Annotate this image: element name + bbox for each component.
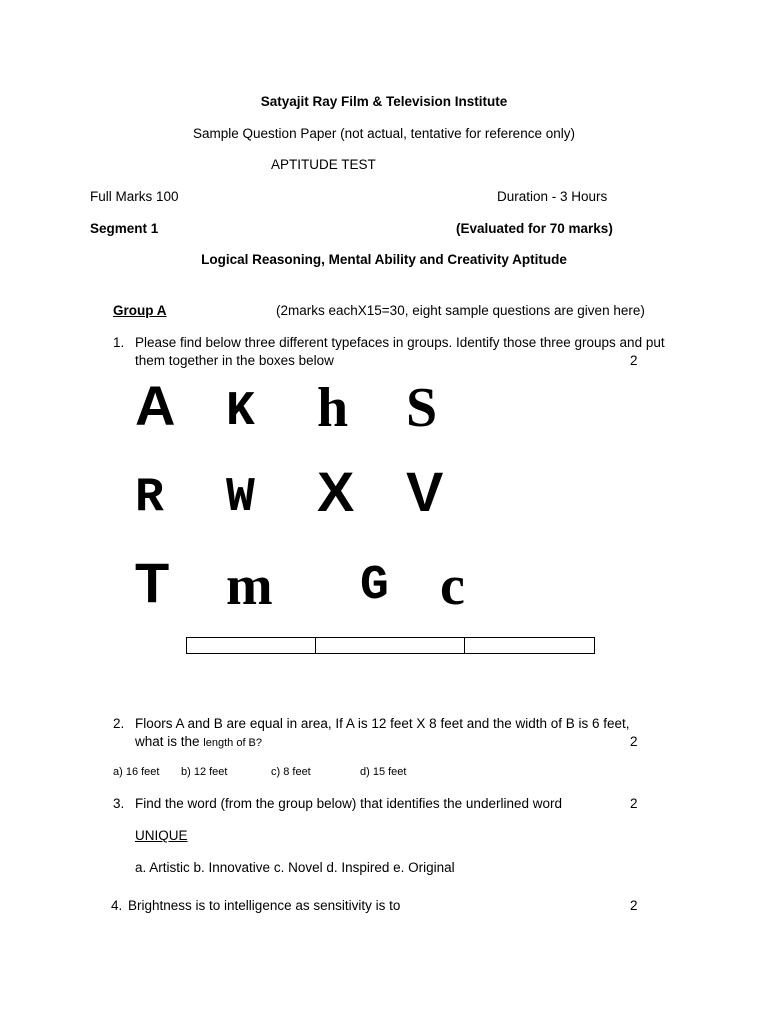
letter-glyph: V: [406, 460, 444, 523]
answer-box[interactable]: [187, 638, 316, 653]
answer-boxes: [186, 637, 595, 654]
test-name: APTITUDE TEST: [271, 157, 376, 172]
letter-glyph: S: [406, 377, 438, 439]
q2-option: a) 16 feet: [113, 766, 160, 778]
q2-option: b) 12 feet: [181, 766, 228, 778]
letter-glyph: K: [226, 385, 255, 439]
q4-number: 4.: [111, 898, 123, 913]
letter-glyph: R: [135, 471, 164, 525]
letter-glyph: X: [317, 460, 355, 523]
q3-options: a. Artistic b. Innovative c. Novel d. Inspired e. Original: [135, 860, 455, 875]
full-marks: Full Marks 100: [90, 189, 179, 204]
q1-number: 1.: [113, 335, 125, 350]
letter-glyph: T: [135, 551, 170, 614]
letter-glyph: A: [135, 374, 176, 437]
q4-marks: 2: [630, 898, 638, 913]
segment-evaluation: (Evaluated for 70 marks): [456, 221, 613, 236]
q2-option: d) 15 feet: [360, 766, 407, 778]
q1-marks: 2: [630, 353, 638, 368]
answer-box[interactable]: [316, 638, 465, 653]
q3-marks: 2: [630, 796, 638, 811]
q3-text: Find the word (from the group below) that identifies the underlined word: [135, 796, 562, 811]
q3-underlined-word: UNIQUE: [135, 828, 188, 843]
institute-title: Satyajit Ray Film & Television Institute: [260, 94, 508, 109]
letter-glyph: W: [226, 471, 255, 525]
segment-label: Segment 1: [90, 221, 159, 236]
answer-box[interactable]: [465, 638, 594, 653]
q2-marks: 2: [630, 734, 638, 749]
q3-number: 3.: [113, 796, 125, 811]
q1-text-line1: Please find below three different typefaces in groups. Identify those three groups and put: [135, 335, 665, 350]
segment-topic: Logical Reasoning, Mental Ability and Creativity Aptitude: [201, 252, 567, 267]
group-note: (2marks eachX15=30, eight sample questions are given here): [276, 303, 645, 318]
duration: Duration - 3 Hours: [497, 189, 608, 204]
q2-text-line2-b: length of B?: [203, 737, 263, 749]
group-label: Group A: [113, 303, 167, 318]
q2-number: 2.: [113, 716, 125, 731]
q1-text-line2: them together in the boxes below: [135, 353, 334, 368]
letter-glyph: m: [226, 555, 273, 617]
q2-text-line2-a: what is the: [135, 734, 204, 749]
q2-text-line2: [135, 734, 262, 749]
letter-glyph: h: [317, 377, 349, 439]
q2-option: c) 8 feet: [271, 766, 311, 778]
letter-glyph: c: [440, 555, 465, 617]
letter-glyph: G: [360, 559, 389, 613]
paper-subtitle: Sample Question Paper (not actual, tentative for reference only): [193, 126, 575, 141]
q4-text: Brightness is to intelligence as sensitivity is to: [128, 898, 401, 913]
q2-text-line1: Floors A and B are equal in area, If A is 12 feet X 8 feet and the width of B is 6 feet,: [135, 716, 630, 731]
